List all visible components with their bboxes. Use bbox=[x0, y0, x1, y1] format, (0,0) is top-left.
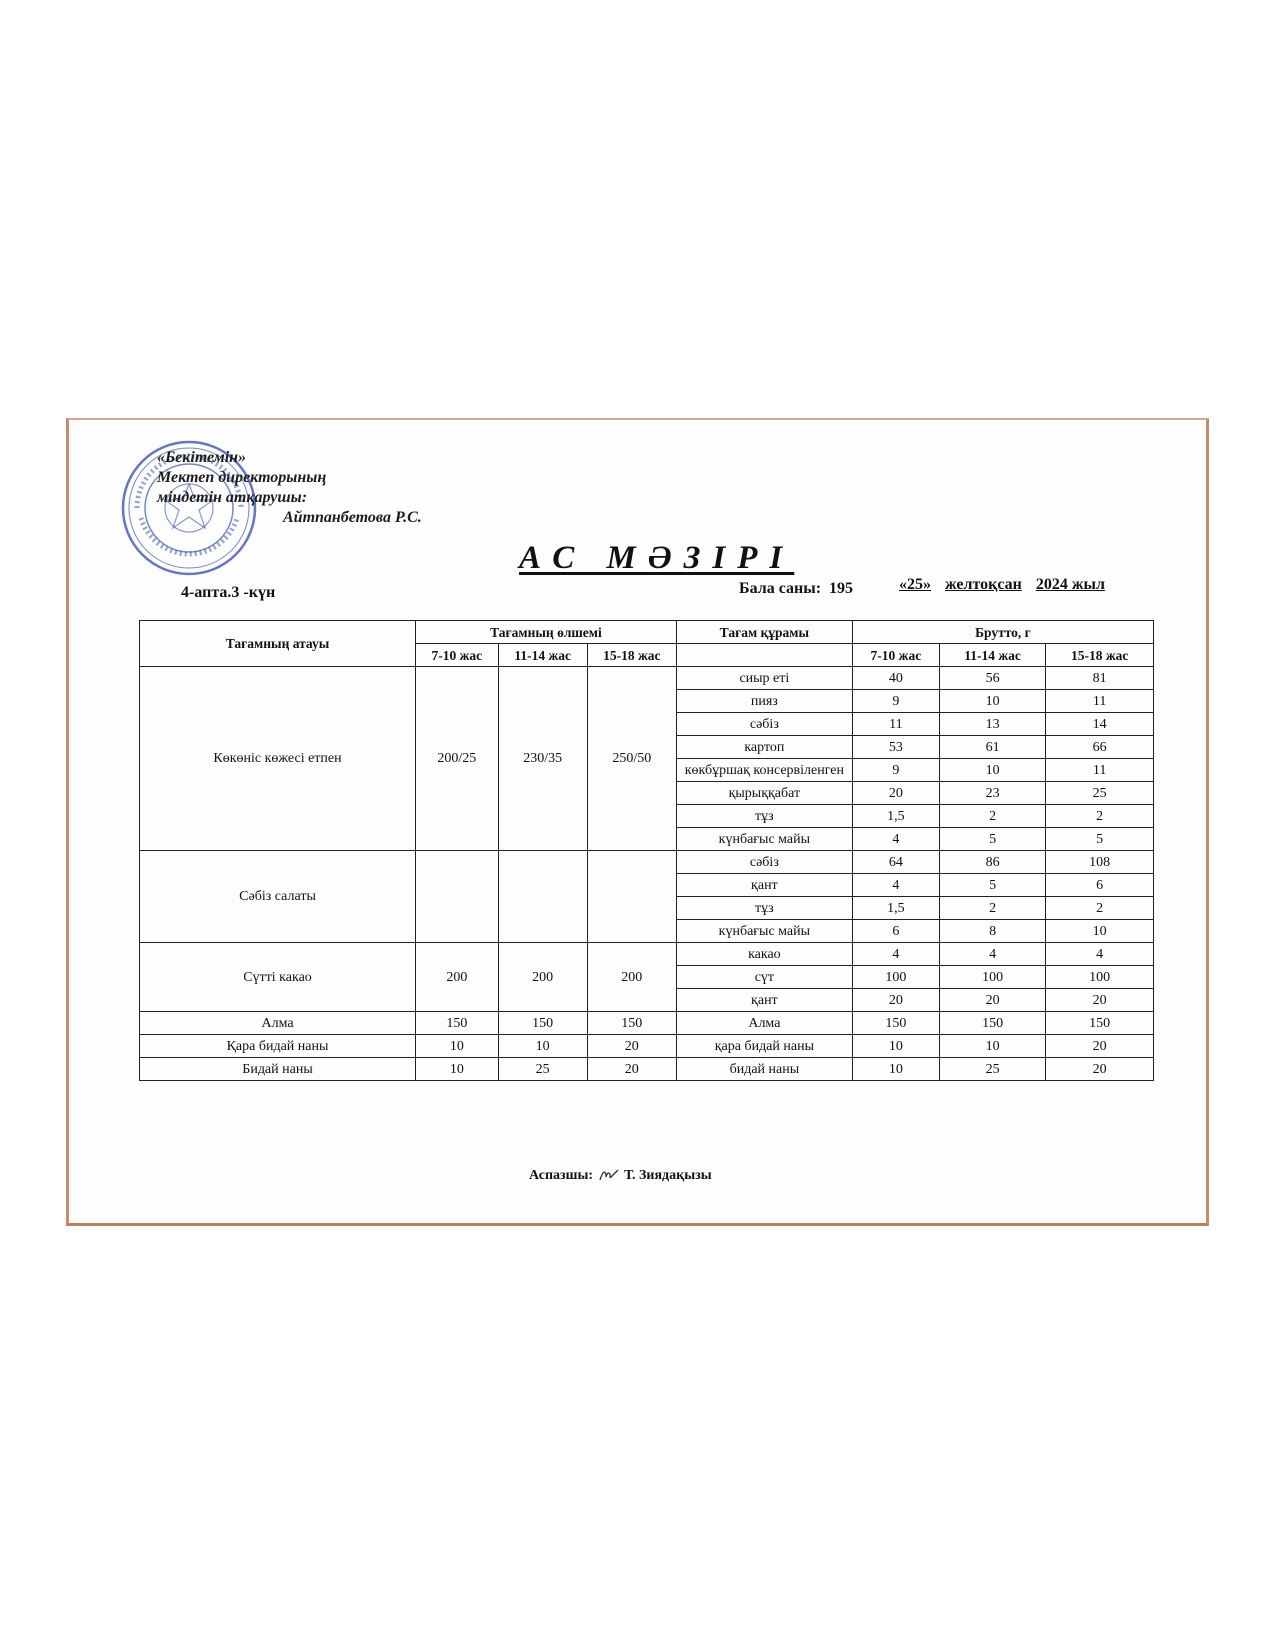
table-row bbox=[140, 1012, 1154, 1035]
brutto-7-10: 150 bbox=[852, 1012, 939, 1035]
header-portion: Тағамның өлшемі bbox=[416, 621, 677, 644]
ingredient-name: тұз bbox=[676, 805, 852, 828]
document-date bbox=[899, 576, 1105, 594]
brutto-15-18: 81 bbox=[1046, 667, 1154, 690]
brutto-11-14: 56 bbox=[939, 667, 1046, 690]
table-row bbox=[140, 851, 1154, 874]
cook-signature-line bbox=[529, 1168, 712, 1184]
brutto-11-14: 2 bbox=[939, 897, 1046, 920]
brutto-7-10: 1,5 bbox=[852, 897, 939, 920]
brutto-15-18: 150 bbox=[1046, 1012, 1154, 1035]
brutto-7-10: 4 bbox=[852, 874, 939, 897]
dish-name: Қара бидай наны bbox=[140, 1035, 416, 1058]
ingredient-name: какао bbox=[676, 943, 852, 966]
date-year: 2024 жыл bbox=[1035, 576, 1105, 593]
portion-15-18 bbox=[587, 851, 676, 943]
ingredient-name: Алма bbox=[676, 1012, 852, 1035]
brutto-15-18: 4 bbox=[1046, 943, 1154, 966]
portion-7-10: 150 bbox=[416, 1012, 499, 1035]
portion-7-10: 10 bbox=[416, 1035, 499, 1058]
children-count-value: 195 bbox=[829, 580, 854, 597]
portion-11-14: 230/35 bbox=[498, 667, 587, 851]
brutto-15-18: 2 bbox=[1046, 897, 1154, 920]
document-title: АС МӘЗІРІ bbox=[519, 540, 795, 576]
brutto-11-14: 4 bbox=[939, 943, 1046, 966]
children-count bbox=[739, 580, 853, 598]
brutto-15-18: 100 bbox=[1046, 966, 1154, 989]
brutto-11-14: 100 bbox=[939, 966, 1046, 989]
brutto-7-10: 20 bbox=[852, 989, 939, 1012]
portion-7-10: 10 bbox=[416, 1058, 499, 1081]
brutto-11-14: 13 bbox=[939, 713, 1046, 736]
brutto-15-18: 14 bbox=[1046, 713, 1154, 736]
portion-15-18: 200 bbox=[587, 943, 676, 1012]
header-portion-age-7-10: 7-10 жас bbox=[416, 644, 499, 667]
brutto-7-10: 1,5 bbox=[852, 805, 939, 828]
portion-11-14: 200 bbox=[498, 943, 587, 1012]
brutto-7-10: 40 bbox=[852, 667, 939, 690]
header-composition: Тағам құрамы bbox=[676, 621, 852, 644]
week-day-label: 4-апта.3 -күн bbox=[181, 584, 276, 601]
date-day: «25» bbox=[899, 576, 931, 593]
portion-15-18: 20 bbox=[587, 1058, 676, 1081]
dish-name: Бидай наны bbox=[140, 1058, 416, 1081]
dish-name: Сүтті какао bbox=[140, 943, 416, 1012]
brutto-11-14: 10 bbox=[939, 759, 1046, 782]
brutto-11-14: 86 bbox=[939, 851, 1046, 874]
brutto-7-10: 11 bbox=[852, 713, 939, 736]
ingredient-name: қант bbox=[676, 874, 852, 897]
brutto-7-10: 4 bbox=[852, 828, 939, 851]
brutto-15-18: 20 bbox=[1046, 1058, 1154, 1081]
brutto-7-10: 4 bbox=[852, 943, 939, 966]
brutto-15-18: 10 bbox=[1046, 920, 1154, 943]
brutto-15-18: 11 bbox=[1046, 759, 1154, 782]
brutto-15-18: 25 bbox=[1046, 782, 1154, 805]
ingredient-name: күнбағыс майы bbox=[676, 828, 852, 851]
brutto-11-14: 5 bbox=[939, 828, 1046, 851]
portion-11-14 bbox=[498, 851, 587, 943]
brutto-11-14: 150 bbox=[939, 1012, 1046, 1035]
table-row bbox=[140, 1058, 1154, 1081]
brutto-15-18: 2 bbox=[1046, 805, 1154, 828]
ingredient-name: қара бидай наны bbox=[676, 1035, 852, 1058]
header-composition-blank bbox=[676, 644, 852, 667]
header-brutto-age-11-14: 11-14 жас bbox=[939, 644, 1046, 667]
portion-11-14: 150 bbox=[498, 1012, 587, 1035]
ingredient-name: қант bbox=[676, 989, 852, 1012]
portion-11-14: 10 bbox=[498, 1035, 587, 1058]
approval-line-2: Мектеп директорының bbox=[157, 469, 327, 486]
header-brutto-age-15-18: 15-18 жас bbox=[1046, 644, 1154, 667]
brutto-15-18: 6 bbox=[1046, 874, 1154, 897]
menu-document bbox=[66, 418, 1209, 1226]
brutto-11-14: 61 bbox=[939, 736, 1046, 759]
brutto-11-14: 20 bbox=[939, 989, 1046, 1012]
menu-table bbox=[139, 620, 1154, 1081]
brutto-15-18: 5 bbox=[1046, 828, 1154, 851]
portion-15-18: 250/50 bbox=[587, 667, 676, 851]
table-row bbox=[140, 667, 1154, 690]
cook-label: Аспазшы: bbox=[529, 1168, 594, 1184]
date-month: желтоқсан bbox=[945, 576, 1022, 593]
dish-name: Алма bbox=[140, 1012, 416, 1035]
header-brutto: Брутто, г bbox=[852, 621, 1153, 644]
ingredient-name: пияз bbox=[676, 690, 852, 713]
ingredient-name: күнбағыс майы bbox=[676, 920, 852, 943]
header-brutto-age-7-10: 7-10 жас bbox=[852, 644, 939, 667]
brutto-7-10: 53 bbox=[852, 736, 939, 759]
brutto-7-10: 9 bbox=[852, 690, 939, 713]
children-count-label: Бала саны: bbox=[739, 580, 822, 597]
ingredient-name: сүт bbox=[676, 966, 852, 989]
ingredient-name: көкбұршақ консервіленген bbox=[676, 759, 852, 782]
brutto-11-14: 25 bbox=[939, 1058, 1046, 1081]
approval-line-3: міндетін атқарушы: bbox=[157, 489, 308, 506]
approval-line-1: «Бекітемін» bbox=[157, 449, 247, 466]
header-portion-age-15-18: 15-18 жас bbox=[587, 644, 676, 667]
portion-7-10: 200/25 bbox=[416, 667, 499, 851]
ingredient-name: сиыр еті bbox=[676, 667, 852, 690]
brutto-7-10: 20 bbox=[852, 782, 939, 805]
brutto-7-10: 9 bbox=[852, 759, 939, 782]
cook-name: Т. Зиядақызы bbox=[624, 1168, 712, 1184]
handwritten-signature bbox=[598, 1168, 620, 1184]
ingredient-name: сәбіз bbox=[676, 851, 852, 874]
brutto-7-10: 10 bbox=[852, 1035, 939, 1058]
portion-15-18: 20 bbox=[587, 1035, 676, 1058]
approval-signatory: Айтпанбетова Р.С. bbox=[283, 509, 422, 526]
portion-7-10 bbox=[416, 851, 499, 943]
table-row bbox=[140, 1035, 1154, 1058]
portion-11-14: 25 bbox=[498, 1058, 587, 1081]
portion-7-10: 200 bbox=[416, 943, 499, 1012]
header-portion-age-11-14: 11-14 жас bbox=[498, 644, 587, 667]
dish-name: Көкөніс көжесі етпен bbox=[140, 667, 416, 851]
brutto-15-18: 20 bbox=[1046, 989, 1154, 1012]
portion-15-18: 150 bbox=[587, 1012, 676, 1035]
ingredient-name: тұз bbox=[676, 897, 852, 920]
brutto-15-18: 20 bbox=[1046, 1035, 1154, 1058]
brutto-15-18: 11 bbox=[1046, 690, 1154, 713]
brutto-11-14: 8 bbox=[939, 920, 1046, 943]
approval-block bbox=[157, 448, 422, 528]
ingredient-name: сәбіз bbox=[676, 713, 852, 736]
header-dish-name: Тағамның атауы bbox=[140, 621, 416, 667]
ingredient-name: бидай наны bbox=[676, 1058, 852, 1081]
brutto-7-10: 64 bbox=[852, 851, 939, 874]
brutto-11-14: 5 bbox=[939, 874, 1046, 897]
table-row bbox=[140, 943, 1154, 966]
dish-name: Сәбіз салаты bbox=[140, 851, 416, 943]
ingredient-name: қырыққабат bbox=[676, 782, 852, 805]
brutto-11-14: 10 bbox=[939, 690, 1046, 713]
brutto-11-14: 23 bbox=[939, 782, 1046, 805]
brutto-7-10: 100 bbox=[852, 966, 939, 989]
brutto-15-18: 108 bbox=[1046, 851, 1154, 874]
ingredient-name: картоп bbox=[676, 736, 852, 759]
brutto-7-10: 10 bbox=[852, 1058, 939, 1081]
brutto-15-18: 66 bbox=[1046, 736, 1154, 759]
brutto-11-14: 10 bbox=[939, 1035, 1046, 1058]
brutto-11-14: 2 bbox=[939, 805, 1046, 828]
brutto-7-10: 6 bbox=[852, 920, 939, 943]
